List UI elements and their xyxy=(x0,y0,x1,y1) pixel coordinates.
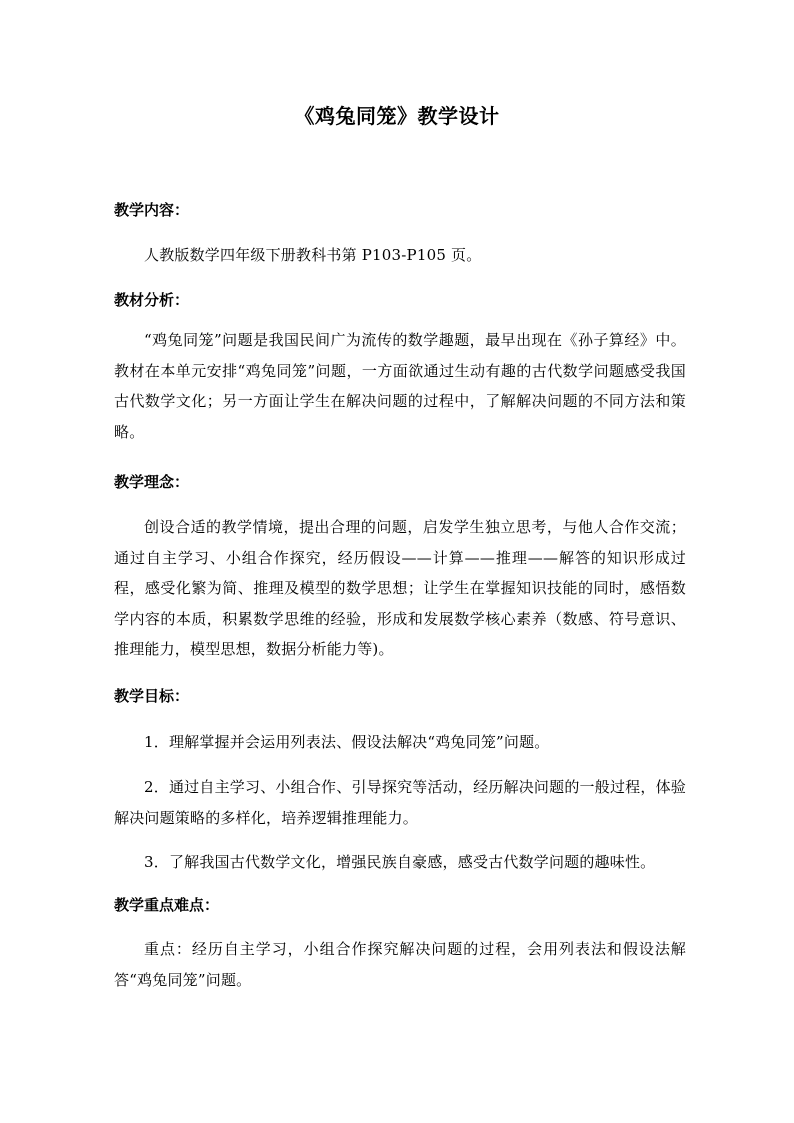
paragraph-objective-2: 2．通过自主学习、小组合作、引导探究等活动，经历解决问题的一般过程，体验解决问题策略的多样化，培养逻辑推理能力。 xyxy=(114,778,686,827)
paragraph-key-points: 重点：经历自主学习，小组合作探究解决问题的过程，会用列表法和假设法解答“鸡兔同笼”问题。 xyxy=(114,940,686,989)
section-heading-content: 教学内容： xyxy=(114,201,190,219)
paragraph-objective-1: 1．理解掌握并会运用列表法、假设法解决“鸡兔同笼”问题。 xyxy=(144,733,550,751)
paragraph-objective-3: 3．了解我国古代数学文化，增强民族自豪感，感受古代数学问题的趣味性。 xyxy=(144,853,656,871)
section-heading-teaching-philosophy: 教学理念： xyxy=(114,473,190,491)
section-heading-key-points: 教学重点难点： xyxy=(114,896,220,914)
document-title: 《鸡兔同笼》教学设计 xyxy=(294,104,500,128)
paragraph-teaching-philosophy: 创设合适的教学情境，提出合理的问题，启发学生独立思考，与他人合作交流；通过自主学习、小组合作探究，经历假设——计算——推理——解答的知识形成过程，感受化繁为简、推理及模型的数学思想；让学生在掌握知识技能的同时，感悟数学内容的本质，积累数学思维的经验，形成和发展数学核心素养（数感、符号意识、推理能力，模型思想，数据分析能力等)。 xyxy=(114,518,686,658)
paragraph-material-analysis: “鸡兔同笼”问题是我国民间广为流传的数学趣题，最早出现在《孙子算经》中。教材在本单元安排“鸡兔同笼”问题，一方面欲通过生动有趣的古代数学问题感受我国古代数学文化；另一方面让学生在解决问题的过程中，了解解决问题的不同方法和策略。 xyxy=(114,331,686,441)
section-heading-teaching-objectives: 教学目标： xyxy=(114,687,190,705)
paragraph-content: 人教版数学四年级下册教科书第 P103-P105 页。 xyxy=(144,246,482,264)
section-heading-material-analysis: 教材分析： xyxy=(114,291,190,309)
